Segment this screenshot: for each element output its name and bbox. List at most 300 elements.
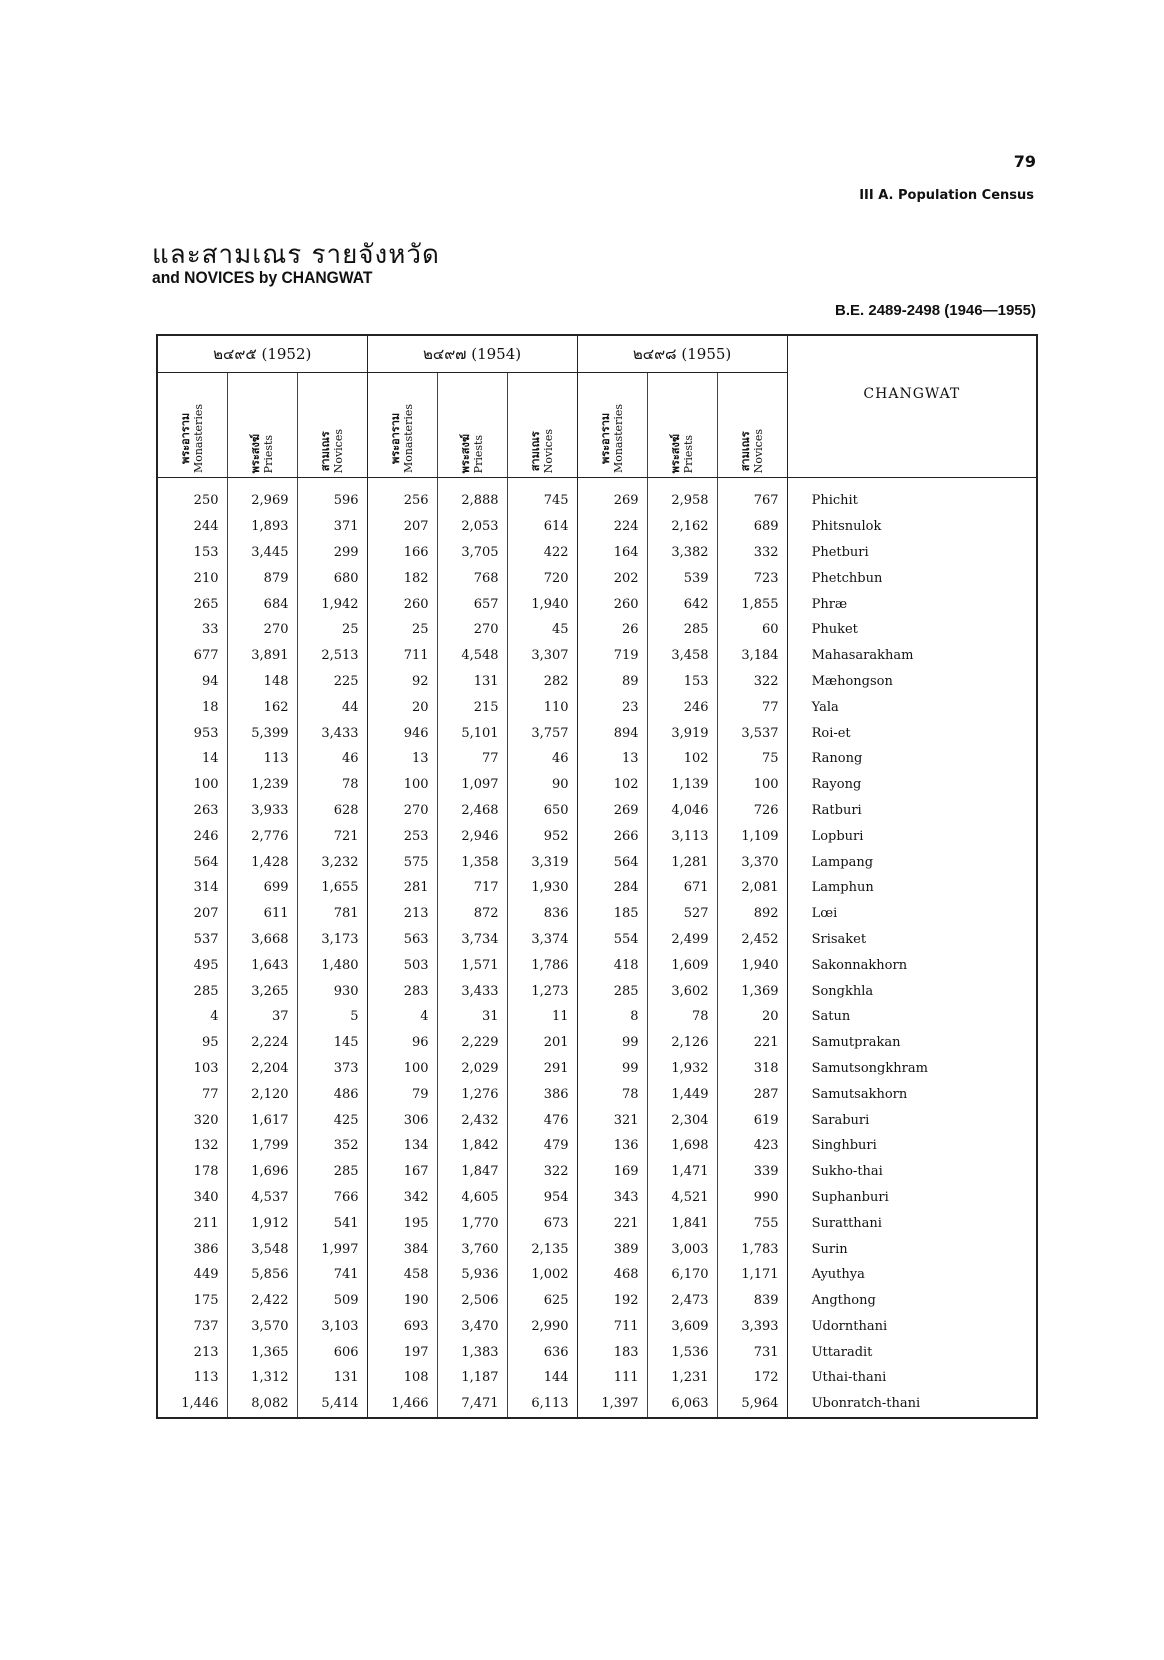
table-cell: 244 [157, 514, 227, 540]
changwat-name: Samutprakan [811, 1035, 901, 1051]
table-cell: 719 [577, 643, 647, 669]
changwat-name: Mæhongson [811, 673, 893, 689]
table-cell: 4,548 [437, 643, 507, 669]
table-cell: 224 [577, 514, 647, 540]
subheader-english: Priests [262, 434, 275, 473]
table-cell: 339 [717, 1159, 787, 1185]
table-cell: 386 [157, 1236, 227, 1262]
table-cell: 495 [157, 952, 227, 978]
table-cell: 3,382 [647, 540, 717, 566]
changwat-name: Phichit [811, 493, 858, 509]
table-row [157, 1288, 1037, 1314]
table-cell: 4 [367, 1004, 437, 1030]
changwat-name: Lœi [811, 906, 838, 922]
table-cell: 44 [297, 694, 367, 720]
table-cell: 102 [577, 772, 647, 798]
changwat-name: Ubonratch-thani [811, 1396, 921, 1412]
table-cell: 1,696 [227, 1159, 297, 1185]
table-cell: 23 [577, 694, 647, 720]
table-cell: 1,698 [647, 1133, 717, 1159]
table-cell: 1,912 [227, 1210, 297, 1236]
table-cell: 1,109 [717, 823, 787, 849]
table-row [157, 720, 1037, 746]
table-cell: 201 [507, 1030, 577, 1056]
table-row [157, 1159, 1037, 1185]
subheader-thai: สามเณร [739, 430, 753, 471]
table-cell: 1,799 [227, 1133, 297, 1159]
table-cell: 677 [157, 643, 227, 669]
changwat-name: Angthong [811, 1293, 876, 1309]
table-cell: 680 [297, 565, 367, 591]
table-cell: 673 [507, 1210, 577, 1236]
table-cell: 1,893 [227, 514, 297, 540]
table-cell: 5,856 [227, 1262, 297, 1288]
table-cell: 1,655 [297, 875, 367, 901]
table-cell: 178 [157, 1159, 227, 1185]
table-cell: 894 [577, 720, 647, 746]
table-cell: 3,537 [717, 720, 787, 746]
table-cell: 197 [367, 1339, 437, 1365]
table-cell: 3,003 [647, 1236, 717, 1262]
table-cell: 3,470 [437, 1314, 507, 1340]
changwat-name: Ranong [811, 751, 863, 767]
table-cell: 1,930 [507, 875, 577, 901]
changwat-name: Suphanburi [811, 1189, 889, 1205]
changwat-name: Phetchbun [811, 570, 883, 586]
table-cell: 711 [367, 643, 437, 669]
table-cell: 211 [157, 1210, 227, 1236]
page-number: 79 [1013, 152, 1036, 171]
table-row [157, 1185, 1037, 1211]
table-cell: 625 [507, 1288, 577, 1314]
table-cell: 3,173 [297, 927, 367, 953]
subheader-priests [647, 373, 717, 478]
changwat-name: Lamphun [811, 880, 874, 896]
table-cell: 5,936 [437, 1262, 507, 1288]
table-cell: 537 [157, 927, 227, 953]
table-cell: 3,184 [717, 643, 787, 669]
changwat-name: Saraburi [811, 1112, 870, 1128]
table-row [157, 591, 1037, 617]
table-row [157, 1365, 1037, 1391]
table-cell: 221 [717, 1030, 787, 1056]
table-cell: 509 [297, 1288, 367, 1314]
changwat-name: Yala [811, 699, 839, 715]
table-row [157, 694, 1037, 720]
subheader-thai: พระสงฆ์ [459, 433, 473, 473]
table-cell: 619 [717, 1107, 787, 1133]
table-cell: 111 [577, 1365, 647, 1391]
table-cell: 3,570 [227, 1314, 297, 1340]
table-cell: 2,422 [227, 1288, 297, 1314]
table-cell: 3,445 [227, 540, 297, 566]
table-cell: 2,452 [717, 927, 787, 953]
table-cell: 1,397 [577, 1391, 647, 1418]
table-cell: 711 [577, 1314, 647, 1340]
subheader-novices [297, 373, 367, 478]
table-cell: 422 [507, 540, 577, 566]
table-cell: 8 [577, 1004, 647, 1030]
table-cell: 4,537 [227, 1185, 297, 1211]
table-cell: 1,536 [647, 1339, 717, 1365]
table-cell: 1,855 [717, 591, 787, 617]
table-cell: 1,842 [437, 1133, 507, 1159]
subheader-label [599, 400, 625, 473]
group-header-1955: ๒๔๙๘ (1955) [577, 335, 787, 373]
changwat-name: Phuket [811, 622, 858, 638]
subheader-monasteries [367, 373, 437, 478]
table-cell: 103 [157, 1056, 227, 1082]
table-cell: 256 [367, 478, 437, 514]
table-cell: 3,113 [647, 823, 717, 849]
table-cell: 2,513 [297, 643, 367, 669]
table-row [157, 1081, 1037, 1107]
subheader-label [319, 425, 345, 473]
table-cell: 611 [227, 901, 297, 927]
table-cell: 164 [577, 540, 647, 566]
table-cell: 2,776 [227, 823, 297, 849]
table-cell: 5,101 [437, 720, 507, 746]
table-cell: 306 [367, 1107, 437, 1133]
table-cell: 425 [297, 1107, 367, 1133]
table-row [157, 1314, 1037, 1340]
table-cell: 836 [507, 901, 577, 927]
table-row [157, 565, 1037, 591]
subheader-label [249, 430, 275, 473]
table-cell: 636 [507, 1339, 577, 1365]
table-cell: 282 [507, 669, 577, 695]
table-cell: 322 [717, 669, 787, 695]
table-cell: 6,113 [507, 1391, 577, 1418]
table-cell: 8,082 [227, 1391, 297, 1418]
table-cell: 2,506 [437, 1288, 507, 1314]
table-cell: 99 [577, 1056, 647, 1082]
table-cell: 45 [507, 617, 577, 643]
table-cell: 172 [717, 1365, 787, 1391]
table-cell: 145 [297, 1030, 367, 1056]
table-cell: 721 [297, 823, 367, 849]
table-cell: 642 [647, 591, 717, 617]
table-cell: 1,449 [647, 1081, 717, 1107]
table-cell: 25 [297, 617, 367, 643]
table-cell: 33 [157, 617, 227, 643]
table-row [157, 1056, 1037, 1082]
changwat-name: Songkhla [811, 983, 874, 999]
subheader-thai: พระอาราม [179, 412, 193, 465]
table-row [157, 1339, 1037, 1365]
table-cell: 2,126 [647, 1030, 717, 1056]
subheader-english: Novices [332, 428, 346, 473]
table-cell: 25 [367, 617, 437, 643]
table-cell: 60 [717, 617, 787, 643]
table-cell: 741 [297, 1262, 367, 1288]
table-cell: 342 [367, 1185, 437, 1211]
table-cell: 20 [367, 694, 437, 720]
table-cell: 79 [367, 1081, 437, 1107]
table-cell: 737 [157, 1314, 227, 1340]
changwat-name: Phitsnulok [811, 519, 882, 535]
table-cell: 5,414 [297, 1391, 367, 1418]
table-row [157, 1236, 1037, 1262]
table-cell: 283 [367, 978, 437, 1004]
table-cell: 46 [297, 746, 367, 772]
table-cell: 134 [367, 1133, 437, 1159]
table-cell: 148 [227, 669, 297, 695]
table-cell: 2,053 [437, 514, 507, 540]
table-row [157, 875, 1037, 901]
table-title-english: and NOVICES by CHANGWAT [152, 268, 373, 287]
table-cell: 2,120 [227, 1081, 297, 1107]
table-cell: 575 [367, 849, 437, 875]
subheader-priests [227, 373, 297, 478]
table-cell: 2,958 [647, 478, 717, 514]
table-cell: 2,432 [437, 1107, 507, 1133]
subheader-thai: พระสงฆ์ [669, 433, 683, 473]
table-cell: 153 [647, 669, 717, 695]
table-cell: 423 [717, 1133, 787, 1159]
table-cell: 2,946 [437, 823, 507, 849]
table-cell: 2,473 [647, 1288, 717, 1314]
table-cell: 541 [297, 1210, 367, 1236]
subheader-label [389, 400, 415, 473]
table-cell: 486 [297, 1081, 367, 1107]
table-cell: 1,940 [507, 591, 577, 617]
table-cell: 1,365 [227, 1339, 297, 1365]
table-cell: 745 [507, 478, 577, 514]
table-cell: 476 [507, 1107, 577, 1133]
changwat-name: Rayong [811, 777, 862, 793]
table-cell: 3,307 [507, 643, 577, 669]
table-row [157, 669, 1037, 695]
changwat-name: Uttaradit [811, 1344, 873, 1360]
table-cell: 75 [717, 746, 787, 772]
table-cell: 291 [507, 1056, 577, 1082]
subheader-thai: พระอาราม [599, 412, 613, 465]
table-cell: 386 [507, 1081, 577, 1107]
table-row [157, 540, 1037, 566]
table-cell: 3,602 [647, 978, 717, 1004]
changwat-name: Roi-et [811, 725, 851, 741]
table-row [157, 901, 1037, 927]
changwat-name: Sukho-thai [811, 1164, 883, 1180]
table-cell: 689 [717, 514, 787, 540]
table-cell: 113 [157, 1365, 227, 1391]
table-cell: 113 [227, 746, 297, 772]
table-cell: 318 [717, 1056, 787, 1082]
changwat-name: Lopburi [811, 828, 864, 844]
table-cell: 215 [437, 694, 507, 720]
table-cell: 418 [577, 952, 647, 978]
table-cell: 11 [507, 1004, 577, 1030]
table-row [157, 798, 1037, 824]
table-cell: 131 [297, 1365, 367, 1391]
table-cell: 20 [717, 1004, 787, 1030]
table-title-thai: และสามเณร รายจังหวัด [152, 240, 440, 270]
table-cell: 1,239 [227, 772, 297, 798]
table-cell: 3,933 [227, 798, 297, 824]
table-cell: 671 [647, 875, 717, 901]
subheader-thai: พระสงฆ์ [249, 433, 262, 473]
subheader-priests [437, 373, 507, 478]
subheader-english: Priests [472, 434, 486, 473]
subheader-thai: สามเณร [529, 430, 543, 471]
table-cell: 767 [717, 478, 787, 514]
table-cell: 153 [157, 540, 227, 566]
table-cell: 175 [157, 1288, 227, 1314]
table-cell: 879 [227, 565, 297, 591]
table-cell: 1,466 [367, 1391, 437, 1418]
table-cell: 285 [157, 978, 227, 1004]
table-cell: 1,187 [437, 1365, 507, 1391]
table-cell: 3,265 [227, 978, 297, 1004]
changwat-name: Phræ [811, 596, 848, 612]
table-cell: 2,229 [437, 1030, 507, 1056]
table-cell: 78 [297, 772, 367, 798]
table-cell: 18 [157, 694, 227, 720]
table-cell: 13 [367, 746, 437, 772]
table-cell: 539 [647, 565, 717, 591]
table-cell: 270 [227, 617, 297, 643]
table-cell: 322 [507, 1159, 577, 1185]
subheader-label [669, 430, 695, 473]
table-cell: 755 [717, 1210, 787, 1236]
changwat-name: Surin [811, 1241, 848, 1257]
table-cell: 287 [717, 1081, 787, 1107]
changwat-name: Samutsakhorn [811, 1086, 908, 1102]
table-row [157, 746, 1037, 772]
table-cell: 99 [577, 1030, 647, 1056]
table-cell: 37 [227, 1004, 297, 1030]
table-row [157, 772, 1037, 798]
table-cell: 731 [717, 1339, 787, 1365]
table-cell: 182 [367, 565, 437, 591]
table-cell: 1,643 [227, 952, 297, 978]
table-cell: 872 [437, 901, 507, 927]
table-cell: 13 [577, 746, 647, 772]
table-cell: 221 [577, 1210, 647, 1236]
table-cell: 1,783 [717, 1236, 787, 1262]
table-cell: 92 [367, 669, 437, 695]
table-cell: 2,468 [437, 798, 507, 824]
subheader-label [529, 425, 555, 473]
table-cell: 1,097 [437, 772, 507, 798]
table-row [157, 1107, 1037, 1133]
table-cell: 5,964 [717, 1391, 787, 1418]
table-cell: 6,170 [647, 1262, 717, 1288]
table-cell: 3,757 [507, 720, 577, 746]
table-cell: 195 [367, 1210, 437, 1236]
table-cell: 284 [577, 875, 647, 901]
table-cell: 246 [647, 694, 717, 720]
table-cell: 1,171 [717, 1262, 787, 1288]
table-cell: 1,942 [297, 591, 367, 617]
table-cell: 3,891 [227, 643, 297, 669]
table-cell: 3,433 [437, 978, 507, 1004]
changwat-name: Ratburi [811, 802, 862, 818]
table-cell: 299 [297, 540, 367, 566]
table-row [157, 927, 1037, 953]
table-cell: 1,932 [647, 1056, 717, 1082]
census-table [156, 334, 1038, 1419]
table-cell: 1,940 [717, 952, 787, 978]
table-cell: 190 [367, 1288, 437, 1314]
table-row [157, 1391, 1037, 1418]
table-cell: 250 [157, 478, 227, 514]
subheader-thai: พระอาราม [389, 412, 403, 465]
table-cell: 527 [647, 901, 717, 927]
group-header-1952: ๒๔๙๕ (1952) [157, 335, 367, 373]
table-cell: 766 [297, 1185, 367, 1211]
table-cell: 717 [437, 875, 507, 901]
table-cell: 1,609 [647, 952, 717, 978]
table-cell: 389 [577, 1236, 647, 1262]
section-title: III A. Population Census [859, 188, 1034, 203]
table-cell: 657 [437, 591, 507, 617]
table-cell: 1,281 [647, 849, 717, 875]
subheader-english: Novices [542, 428, 556, 473]
table-cell: 1,369 [717, 978, 787, 1004]
table-cell: 144 [507, 1365, 577, 1391]
subheader-label [179, 400, 205, 473]
table-row [157, 643, 1037, 669]
table-cell: 202 [577, 565, 647, 591]
table-cell: 1,231 [647, 1365, 717, 1391]
subheader-monasteries [577, 373, 647, 478]
table-cell: 213 [157, 1339, 227, 1365]
table-cell: 2,969 [227, 478, 297, 514]
table-cell: 281 [367, 875, 437, 901]
subheader-novices [507, 373, 577, 478]
table-cell: 263 [157, 798, 227, 824]
subheader-monasteries [157, 373, 227, 478]
table-cell: 953 [157, 720, 227, 746]
table-cell: 77 [157, 1081, 227, 1107]
table-cell: 1,471 [647, 1159, 717, 1185]
table-cell: 1,358 [437, 849, 507, 875]
table-cell: 3,374 [507, 927, 577, 953]
subheader-english: Monasteries [402, 403, 416, 473]
table-row [157, 478, 1037, 514]
table-cell: 1,312 [227, 1365, 297, 1391]
changwat-name: Singhburi [811, 1138, 877, 1154]
table-cell: 2,029 [437, 1056, 507, 1082]
table-cell: 185 [577, 901, 647, 927]
table-cell: 839 [717, 1288, 787, 1314]
table-cell: 1,786 [507, 952, 577, 978]
table-cell: 332 [717, 540, 787, 566]
table-cell: 320 [157, 1107, 227, 1133]
table-row [157, 1210, 1037, 1236]
table-cell: 596 [297, 478, 367, 514]
table-cell: 183 [577, 1339, 647, 1365]
changwat-name: Satun [811, 1009, 851, 1025]
table-cell: 270 [437, 617, 507, 643]
table-cell: 192 [577, 1288, 647, 1314]
year-range: B.E. 2489-2498 (1946—1955) [835, 302, 1036, 319]
table-cell: 3,609 [647, 1314, 717, 1340]
table-cell: 100 [367, 1056, 437, 1082]
table-cell: 132 [157, 1133, 227, 1159]
subheader-novices [717, 373, 787, 478]
table-cell: 952 [507, 823, 577, 849]
changwat-header: CHANGWAT [787, 335, 1037, 478]
table-cell: 100 [367, 772, 437, 798]
changwat-name: Samutsongkhram [811, 1060, 928, 1076]
table-cell: 4,046 [647, 798, 717, 824]
changwat-name: Suratthani [811, 1215, 882, 1231]
table-cell: 384 [367, 1236, 437, 1262]
table-cell: 167 [367, 1159, 437, 1185]
